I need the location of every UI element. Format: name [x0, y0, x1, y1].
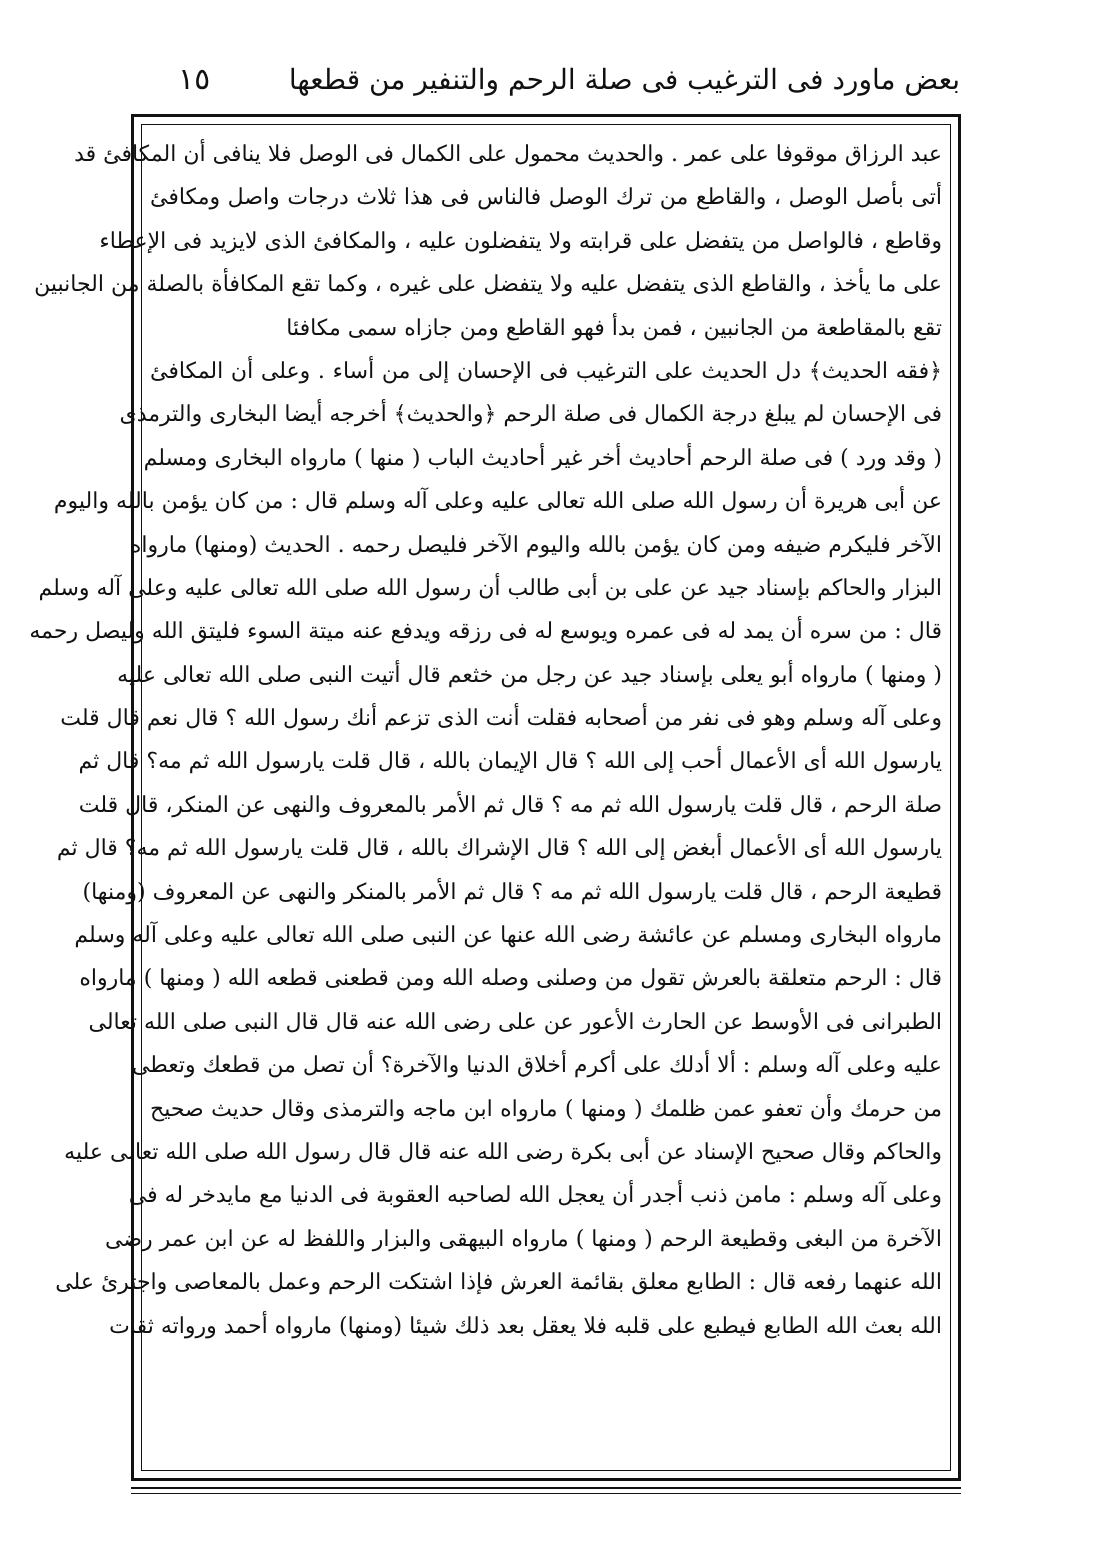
text-line: وعلى آله وسلم وهو فى نفر من أصحابه فقلت أنت الذى تزعم أنك رسول الله ؟ قال نعم قال قلت	[60, 706, 942, 732]
text-line: فى الإحسان لم يبلغ درجة الكمال فى صلة الرحم ﴿والحديث﴾ أخرجه أيضا البخارى والترمذى	[119, 402, 942, 428]
text-line: عبد الرزاق موقوفا على عمر . والحديث محمول على الكمال فى الوصل فلا ينافى أن المكافئ قد	[74, 142, 942, 167]
text-line: يارسول الله أى الأعمال أبغض إلى الله ؟ قال الإشراك بالله ، قال قلت يارسول الله ثم مه؟ قال ثم	[56, 836, 942, 862]
text-line: قطيعة الرحم ، قال قلت يارسول الله ثم مه ؟ قال ثم الأمر بالمنكر والنهى عن المعروف (ومنها)	[82, 879, 942, 905]
running-title: بعض ماورد فى الترغيب فى صلة الرحم والتنفير من قطعها	[288, 63, 960, 96]
footer-rule	[131, 1487, 961, 1489]
text-line: أتى بأصل الوصل ، والقاطع من ترك الوصل فالناس فى هذا ثلاث درجات واصل ومكافئ	[150, 185, 942, 211]
text-line: قال : الرحم متعلقة بالعرش تقول من وصلنى وصله الله ومن قطعنى قطعه الله ( ومنها ) مارواه	[79, 966, 942, 992]
footer-rule-thin	[131, 1493, 961, 1494]
text-line: ( وقد ورد ) فى صلة الرحم أحاديث أخر غير أحاديث الباب ( منها ) مارواه البخارى ومسلم	[143, 445, 942, 471]
text-line: الله بعث الله الطابع فيطبع على قلبه فلا يعقل بعد ذلك شيئا (ومنها) مارواه أحمد ورواته ثقات	[109, 1313, 942, 1339]
text-line: وعلى آله وسلم : مامن ذنب أجدر أن يعجل الله لصاحبه العقوبة فى الدنيا مع مايدخر له فى	[128, 1183, 942, 1209]
text-line: الله عنهما رفعه قال : الطابع معلق بقائمة العرش فإذا اشتكت الرحم وعمل بالمعاصى واجترئ على	[55, 1270, 942, 1296]
text-line: الطبرانى فى الأوسط عن الحارث الأعور عن على رضى الله عنه قال قال النبى صلى الله تعالى	[88, 1009, 942, 1035]
text-line: من حرمك وأن تعفو عمن ظلمك ( ومنها ) مارواه ابن ماجه والترمذى وقال حديث صحيح	[150, 1096, 942, 1122]
text-line: الآخر فليكرم ضيفه ومن كان يؤمن بالله واليوم الآخر فليصل رحمه . الحديث (ومنها) مارواه	[129, 532, 942, 558]
text-line: قال : من سره أن يمد له فى عمره ويوسع له فى رزقه ويدفع عنه ميتة السوء فليتق الله وليصل رحمه	[29, 619, 942, 645]
text-line: على ما يأخذ ، والقاطع الذى يتفضل عليه ولا يتفضل على غيره ، وكما تقع المكافأة بالصلة من الجانبين	[34, 272, 942, 298]
text-line: صلة الرحم ، قال قلت يارسول الله ثم مه ؟ قال ثم الأمر بالمعروف والنهى عن المنكر، قال قلت	[78, 792, 942, 818]
text-line: والحاكم وقال صحيح الإسناد عن أبى بكرة رضى الله عنه قال قال رسول الله صلى الله تعالى عليه	[64, 1139, 942, 1165]
page-number: ١٥	[178, 62, 211, 97]
text-line: مارواه البخارى ومسلم عن عائشة رضى الله عنها عن النبى صلى الله تعالى عليه وعلى آله وسلم	[74, 923, 942, 949]
text-line: عليه وعلى آله وسلم : ألا أدلك على أكرم أخلاق الدنيا والآخرة؟ أن تصل من قطعك وتعطى	[131, 1053, 942, 1079]
text-line: ( ومنها ) مارواه أبو يعلى بإسناد جيد عن رجل من خثعم قال أتيت النبى صلى الله تعالى عليه	[117, 662, 942, 688]
body-text	[29, 133, 942, 1348]
text-line: وقاطع ، فالواصل من يتفضل على قرابته ولا يتفضلون عليه ، والمكافئ الذى لايزيد فى الإعطاء	[99, 228, 942, 254]
text-line: البزار والحاكم بإسناد جيد عن على بن أبى طالب أن رسول الله صلى الله تعالى عليه وعلى آله وسلم	[38, 575, 942, 601]
text-line: عن أبى هريرة أن رسول الله صلى الله تعالى عليه وعلى آله وسلم قال : من كان يؤمن بالله واليوم	[53, 489, 942, 515]
text-line: يارسول الله أى الأعمال أحب إلى الله ؟ قال الإيمان بالله ، قال قلت يارسول الله ثم مه؟ قال ثم	[78, 749, 942, 775]
text-line: تقع بالمقاطعة من الجانبين ، فمن بدأ فهو القاطع ومن جازاه سمى مكافئا	[286, 315, 942, 341]
text-line: الآخرة من البغى وقطيعة الرحم ( ومنها ) مارواه البيهقى والبزار واللفظ له عن ابن عمر رضى	[105, 1226, 942, 1252]
text-line: ﴿فقه الحديث﴾ دل الحديث على الترغيب فى الإحسان إلى من أساء . وعلى أن المكافئ	[150, 358, 942, 384]
running-head	[130, 52, 970, 112]
